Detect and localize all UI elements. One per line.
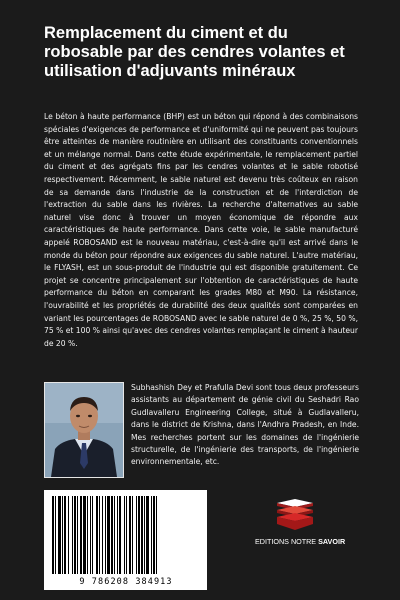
publisher-logo: [255, 497, 346, 546]
isbn-barcode: [44, 490, 207, 590]
book-stack-icon: [273, 497, 317, 533]
book-abstract: Le béton à haute performance (BHP) est un béton qui répond à des combinaisons spéciales d'exigences de performance et d'uniformité qui ne peuvent pas toujours être atteintes de manière routinière en utilisant des constituants conventionnels et un mélange normal. Dans cette étude expérimentale, le remplacement partiel du ciment et des agrégats fins par les cendres volantes et le sable robotisé respectivement. Récemment, le sable naturel est devenu très coûteux en raison de sa demande dans l'industrie de la construction et de l'interdiction de l'extraction du sable dans les rivières. La recherche d'alternatives au sable naturel vise donc à trouver un moyen économique de répondre aux caractéristiques de haute performance. Dans cette voie, le sable manufacturé appelé ROBOSAND est le nouveau matériau, c'est-à-dire qu'il est arrivé dans le monde du béton pour répondre aux exigences du sable naturel. L'autre matériau, le FLYASH, est un sous-produit de l'industrie qui est disponible gratuitement. Ce projet se concentre principalement sur l'obtention de caractéristiques de haute performance du béton en comparant les grades M80 et M90. La résistance, l'ouvrabilité et les propriétés de durabilité des deux qualités sont comparées en variant les pourcentages de ROBOSAND avec le sable naturel de 0 %, 25 %, 50 %, 75 % et 100 % ainsi qu'avec des cendres volantes remplaçant le ciment à hauteur de 20 %.: [44, 112, 358, 348]
author-portrait-image: [45, 383, 123, 477]
book-title: Remplacement du ciment et du robosable par des cendres volantes et utilisation d'adjuvants minéraux: [44, 24, 345, 80]
barcode-bars: [52, 496, 199, 574]
author-bio: Subhashish Dey et Prafulla Devi sont tous deux professeurs assistants au département de génie civil du Seshadri Rao Gudlavalleru Engineering College, situé à Gudlavalleru, dans le district de Krishna, dans l'Andhra Pradesh, en Inde. Mes recherches portent sur les domaines de l'ingénierie structurelle, de l'ingénierie des transports, de l'ingénierie environnementale, etc.: [131, 383, 359, 467]
publisher-name-emphasis: SAVOIR: [318, 537, 346, 546]
publisher-name-prefix: EDITIONS NOTRE: [255, 537, 319, 546]
publisher-name: [255, 537, 346, 546]
isbn-number: 9 786208 384913: [79, 577, 173, 587]
author-photo: [44, 382, 124, 478]
